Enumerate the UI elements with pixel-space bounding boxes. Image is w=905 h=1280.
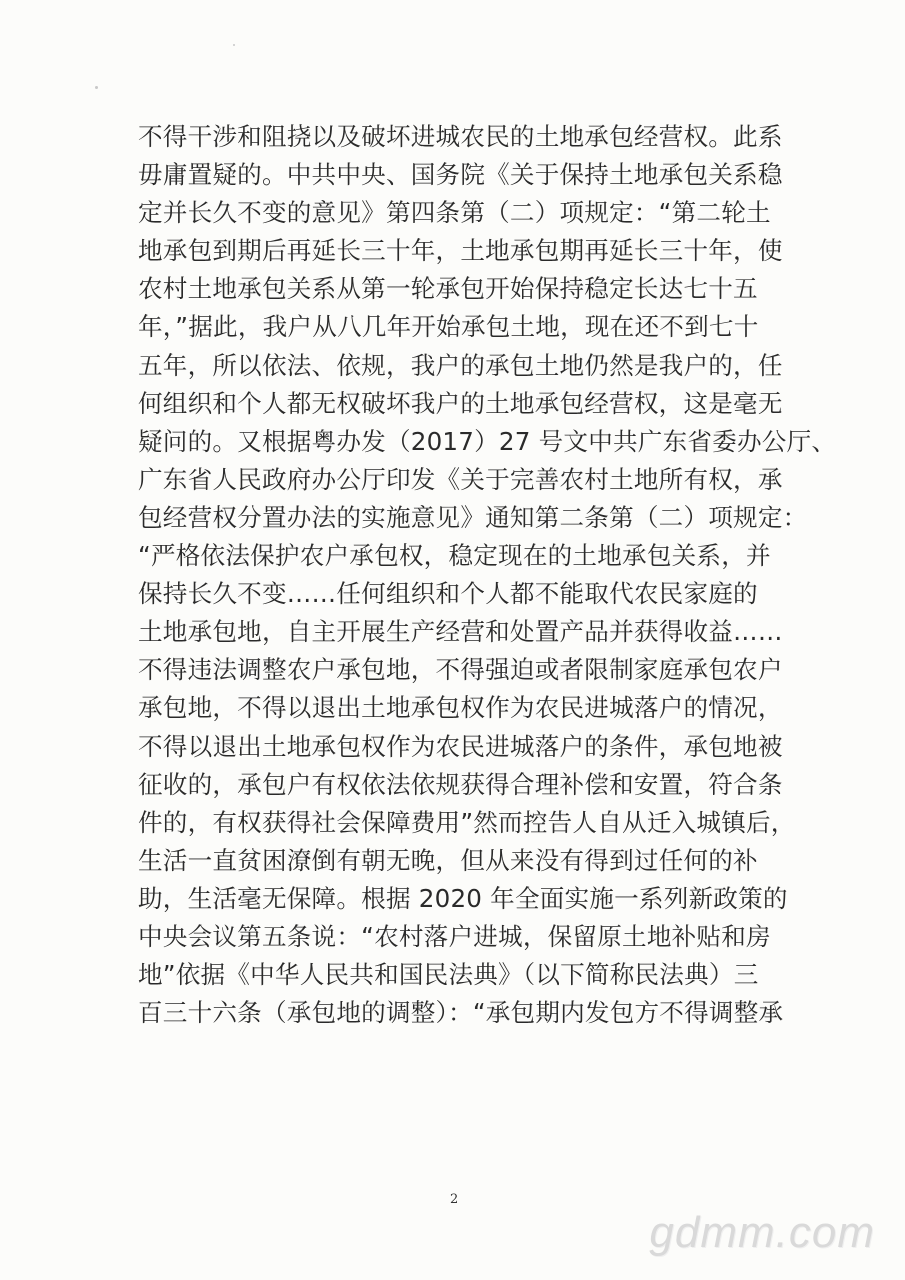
text-line: 五年，所以依法、依规，我户的承包土地仍然是我户的，任 [138,350,783,380]
text-line: 保持长久不变……任何组织和个人都不能取代农民家庭的 [138,579,758,609]
text-line: 件的，有权获得社会保障费用”然而控告人自从迁入城镇后， [138,807,796,837]
text-line: 征收的，承包户有权依法依规获得合理补偿和安置，符合条 [138,769,783,799]
body-text [138,118,837,1032]
text-line: 何组织和个人都无权破坏我户的土地承包经营权，这是毫无 [138,388,783,418]
text-line: 生活一直贫困潦倒有朝无晚，但从来没有得到过任何的补 [138,845,758,875]
text-line: “严格依法保护农户承包权，稳定现在的土地承包关系，并 [138,541,771,571]
text-line: 承包地，不得以退出土地承包权作为农民进城落户的情况， [138,693,783,723]
text-line: 疑问的。又根据粤办发（2017）27 号文中共广东省委办公厅、 [138,426,837,456]
watermark: gdmm.com [649,1208,875,1257]
text-line: 包经营权分置办法的实施意见》通知第二条第（二）项规定： [138,502,808,532]
text-line: 不得违法调整农户承包地，不得强迫或者限制家庭承包农户 [138,655,783,685]
text-line: 百三十六条（承包地的调整）：“承包期内发包方不得调整承 [138,998,784,1028]
text-line: 广东省人民政府办公厅印发《关于完善农村土地所有权，承 [138,464,783,494]
text-line: 中央会议第五条说：“农村落户进城，保留原土地补贴和房 [138,921,771,951]
page-number: 2 [450,1192,459,1207]
text-line: 年，”据此，我户从八几年开始承包土地，现在还不到七十 [138,312,759,342]
text-line: 地”依据《中华人民共和国民法典》（以下简称民法典）三 [138,960,759,990]
text-line: 不得干涉和阻挠以及破坏进城农民的土地承包经营权。此系 [138,122,783,151]
scan-speck [95,86,98,89]
text-line: 地承包到期后再延长三十年，土地承包期再延长三十年，使 [138,236,783,266]
text-line: 毋庸置疑的。中共中央、国务院《关于保持土地承包关系稳 [138,160,783,190]
scan-speck [233,44,235,46]
text-line: 不得以退出土地承包权作为农民进城落户的条件，承包地被 [138,731,783,761]
text-line: 土地承包地，自主开展生产经营和处置产品并获得收益…… [138,617,783,647]
text-line: 助，生活毫无保障。根据 2020 年全面实施一系列新政策的 [138,883,788,913]
text-line: 定并长久不变的意见》第四条第（二）项规定：“第二轮土 [138,198,771,228]
text-line: 农村土地承包关系从第一轮承包开始保持稳定长达七十五 [138,274,758,304]
